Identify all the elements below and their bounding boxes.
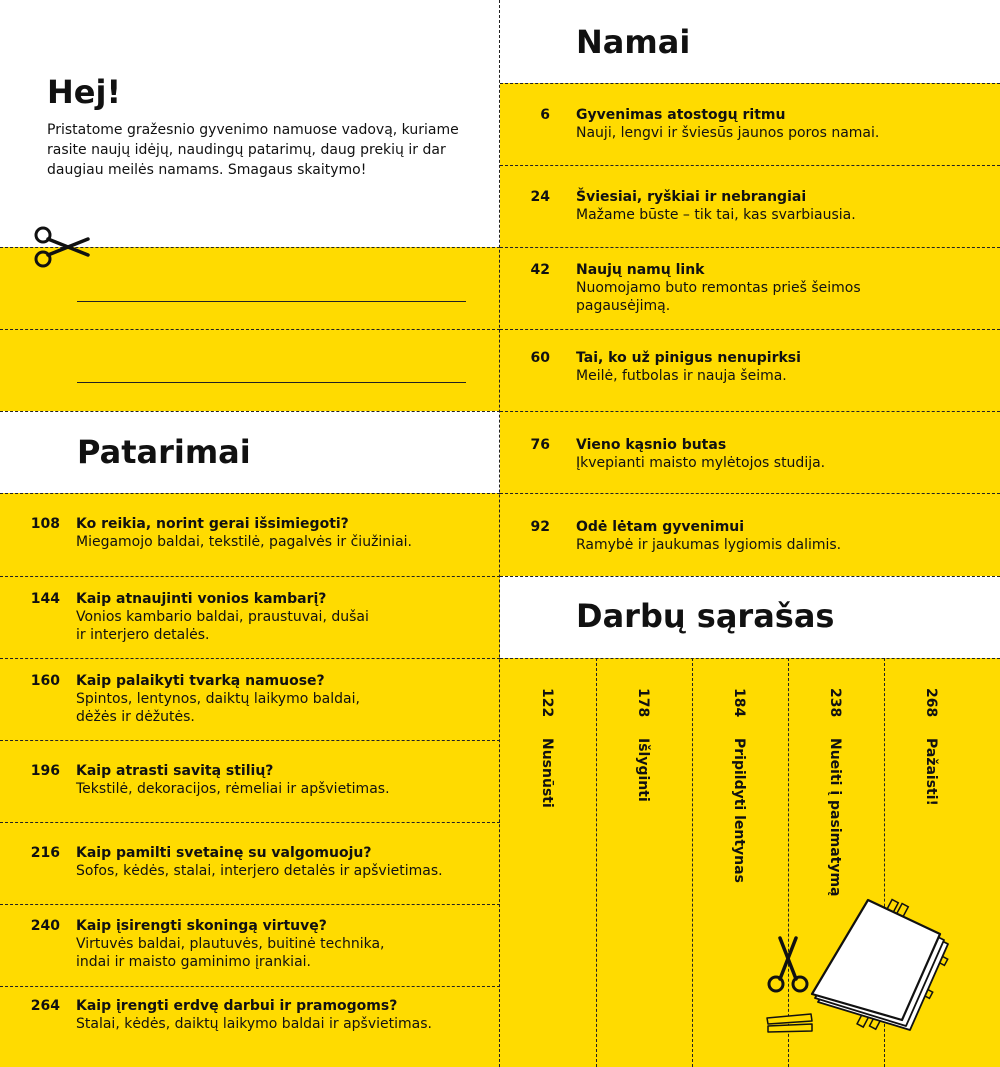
namai-title: Namai [576,23,691,61]
item-subtitle: Įkvepianti maisto mylėtojos studija. [576,455,826,471]
cut-line [500,165,1000,166]
item-heading: Tai, ko už pinigus nenupirksi [576,350,801,366]
page-number: 268 [923,688,939,718]
scissors-icon [764,934,812,996]
cut-line [0,986,500,987]
todo-label: Išlyginti [635,738,651,802]
item-subtitle: Virtuvės baldai, plautuvės, buitinė technika, [76,936,385,952]
list-item [576,106,986,142]
item-heading: Kaip įsirengti skoningą virtuvę? [76,918,327,934]
patarimai-title: Patarimai [77,433,251,471]
page-number: 60 [530,350,550,366]
item-heading: Ko reikia, norint gerai išsimiegoti? [76,516,349,532]
cut-line [500,411,1000,412]
list-item [76,844,496,880]
scissors-icon [30,224,92,270]
cut-line [0,740,500,741]
list-item [576,349,986,385]
item-subtitle: Vonios kambario baldai, praustuvai, dušai [76,609,369,625]
item-heading: Kaip atrasti savitą stilių? [76,763,274,779]
list-item [76,515,496,551]
item-heading: Šviesiai, ryškiai ir nebrangiai [576,189,807,205]
cut-line [0,904,500,905]
cut-line [0,493,500,494]
page-number: 216 [30,845,60,861]
page-number: 238 [827,688,843,718]
page-number: 76 [530,437,550,453]
write-line [77,301,466,302]
list-item [576,518,986,554]
page-number: 6 [540,107,550,123]
column-cut-line [788,658,789,1067]
page-number: 240 [30,918,60,934]
list-item [76,917,496,971]
cut-line [0,658,500,659]
center-cut-line [499,0,500,1067]
page-number: 178 [635,688,651,718]
page-number: 196 [30,763,60,779]
list-item [76,762,496,798]
cut-line [500,83,1000,84]
item-subtitle: ir interjero detalės. [76,627,210,643]
item-heading: Odė lėtam gyvenimui [576,519,745,535]
item-subtitle: Spintos, lentynos, daiktų laikymo baldai, [76,691,360,707]
page-number: 144 [30,591,60,607]
page-number: 92 [530,519,550,535]
item-subtitle: indai ir maisto gaminimo įrankiai. [76,954,311,970]
list-item [76,997,496,1033]
cut-line [500,658,1000,659]
item-subtitle: Meilė, futbolas ir nauja šeima. [576,368,787,384]
item-subtitle: Tekstilė, dekoracijos, rėmeliai ir apšvietimas. [76,781,390,797]
darbu-title: Darbų sąrašas [576,597,835,635]
write-line [77,382,466,383]
column-cut-line [692,658,693,1067]
column-cut-line [596,658,597,1067]
list-item [576,261,986,315]
item-subtitle: dėžės ir dėžutės. [76,709,195,725]
item-heading: Kaip palaikyti tvarką namuose? [76,673,325,689]
list-item [576,436,986,472]
page-number: 108 [30,516,60,532]
item-heading: Kaip atnaujinti vonios kambarį? [76,591,327,607]
item-subtitle: Sofos, kėdės, stalai, interjero detalės ir apšvietimas. [76,863,443,879]
item-subtitle: Nuomojamo buto remontas prieš šeimos [576,280,861,296]
item-heading: Vieno kąsnio butas [576,437,727,453]
cut-line [500,247,1000,248]
cut-line [0,329,500,330]
intro-text: Pristatome gražesnio gyvenimo namuose vadovą, kuriame rasite naujų idėjų, naudingų patarimų, daug prekių ir dar daugiau meilės namams. Smagaus skaitymo! [47,122,459,178]
item-heading: Kaip įrengti erdvę darbui ir pramogoms? [76,998,398,1014]
page-number: 24 [530,189,550,205]
page-number: 184 [731,688,747,718]
page-number: 160 [30,673,60,689]
notebook-illustration [808,894,956,1034]
item-subtitle: Nauji, lengvi ir šviesūs jaunos poros namai. [576,125,880,141]
page-number: 42 [530,262,550,278]
todo-label: Nusnūsti [539,738,555,808]
list-item [76,590,496,644]
namai-header-panel [500,0,1000,83]
item-heading: Naujų namų link [576,262,705,278]
item-heading: Gyvenimas atostogų ritmu [576,107,786,123]
cut-line [500,576,1000,577]
page-number: 122 [539,688,555,718]
list-item [76,672,496,726]
todo-label: Pripildyti lentynas [731,738,747,883]
item-subtitle: Miegamojo baldai, tekstilė, pagalvės ir čiužiniai. [76,534,412,550]
cut-line [0,411,500,412]
item-subtitle: pagausėjimą. [576,298,671,314]
item-heading: Kaip pamilti svetainę su valgomuoju? [76,845,372,861]
cut-line [0,576,500,577]
todo-label: Pažaisti! [923,738,939,806]
cut-line [500,493,1000,494]
page-number: 264 [30,998,60,1014]
cut-line [0,822,500,823]
cut-line [500,329,1000,330]
item-subtitle: Ramybė ir jaukumas lygiomis dalimis. [576,537,842,553]
item-subtitle: Stalai, kėdės, daiktų laikymo baldai ir apšvietimas. [76,1016,432,1032]
todo-label: Nueiti į pasimatymą [827,738,843,897]
list-item [576,188,986,224]
intro-title: Hej! [47,73,122,111]
item-subtitle: Mažame būste – tik tai, kas svarbiausia. [576,207,856,223]
